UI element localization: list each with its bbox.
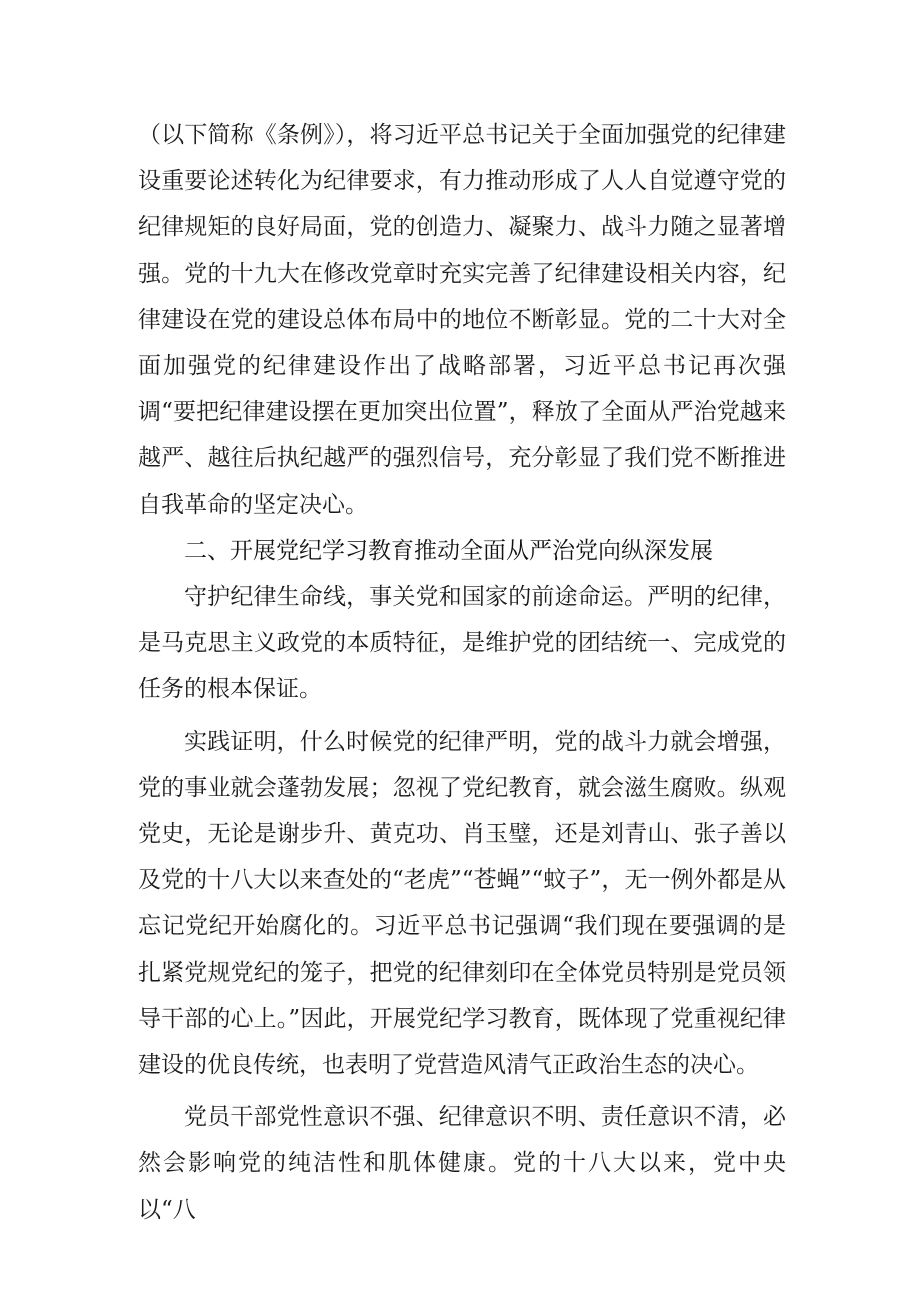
paragraph-discipline-lifeline: 守护纪律生命线，事关党和国家的前途命运。严明的纪律，是马克思主义政党的本质特征，是维护党的团结统一、完成党的任务的根本保证。	[138, 584, 786, 703]
document-body	[138, 112, 786, 1233]
paragraph-practice-proves: 实践证明，什么时候党的纪律严明，党的战斗力就会增强，党的事业就会蓬勃发展；忽视了党纪教育，就会滋生腐败。纵观党史，无论是谢步升、黄克功、肖玉璧，还是刘青山、张子善以及党的十八大以来查处的“老虎”“苍蝇”“蚊子”，无一例外都是从忘记党纪开始腐化的。习近平总书记强调“我们现在要强调的是扎紧党规党纪的笼子，把党的纪律刻印在全体党员特别是党员领导干部的心上。”因此，开展党纪学习教育，既体现了党重视纪律建设的优良传统，也表明了党营造风清气正政治生态的决心。	[138, 728, 786, 1079]
paragraph-party-cadres: 党员干部党性意识不强、纪律意识不明、责任意识不清，必然会影响党的纯洁性和肌体健康。党的十八大以来，党中央以“八	[138, 1104, 786, 1223]
section-heading: 二、开展党纪学习教育推动全面从严治党向纵深发展	[184, 537, 713, 564]
paragraph-continuation: （以下简称《条例》），将习近平总书记关于全面加强党的纪律建设重要论述转化为纪律要求，有力推动形成了人人自觉遵守党的纪律规矩的良好局面，党的创造力、凝聚力、战斗力随之显著增强。党的十九大在修改党章时充实完善了纪律建设相关内容，纪律建设在党的建设总体布局中的地位不断彰显。党的二十大对全面加强党的纪律建设作出了战略部署，习近平总书记再次强调“要把纪律建设摆在更加突出位置”，释放了全面从严治党越来越严、越往后执纪越严的强烈信号，充分彰显了我们党不断推进自我革命的坚定决心。	[138, 122, 786, 518]
